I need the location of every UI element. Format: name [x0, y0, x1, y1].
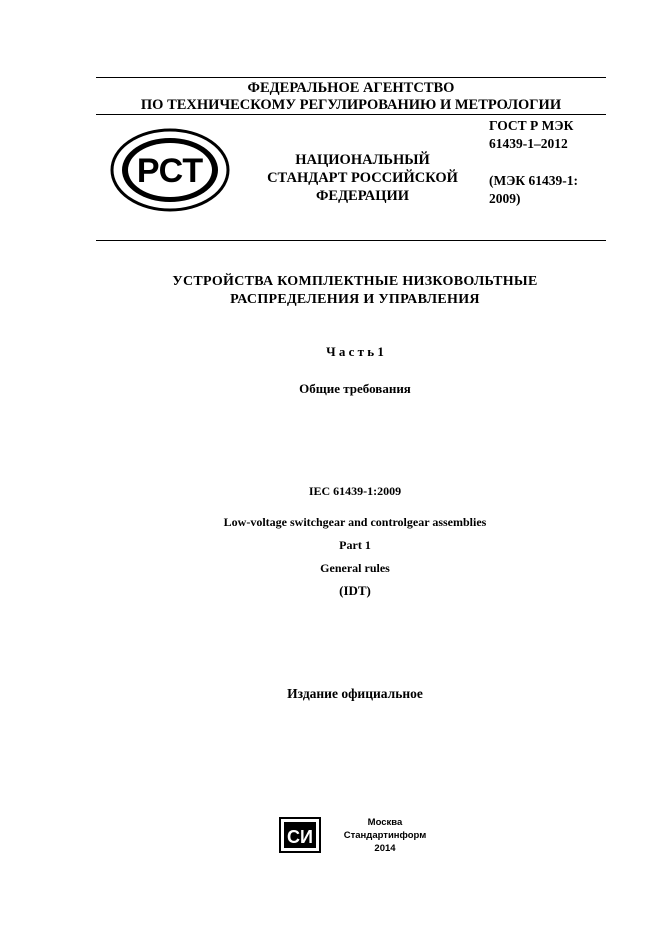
- gost-code-line2: 61439-1–2012: [489, 136, 568, 151]
- top-rule: [96, 77, 606, 78]
- idt-mark: (IDT): [339, 583, 371, 598]
- standard-label-line3: ФЕДЕРАЦИИ: [315, 188, 410, 204]
- gost-r-emblem-icon: [110, 128, 230, 212]
- publisher-year: 2014: [374, 843, 396, 854]
- standard-label-line2: СТАНДАРТ РОССИЙСКОЙ: [267, 170, 458, 186]
- agency-name-line2: ПО ТЕХНИЧЕСКОМУ РЕГУЛИРОВАНИЮ И МЕТРОЛОГИИ: [140, 97, 562, 113]
- publisher-logo: [279, 817, 321, 853]
- gost-logo: [110, 128, 230, 212]
- iec-reference-line1: (МЭК 61439-1:: [489, 173, 579, 188]
- english-title: Low-voltage switchgear and controlgear assemblies: [223, 515, 487, 529]
- english-part: Part 1: [339, 538, 371, 552]
- publisher-city: Москва: [367, 817, 403, 828]
- publisher-logo-text: СИ: [287, 827, 313, 847]
- title-line2: РАСПРЕДЕЛЕНИЯ И УПРАВЛЕНИЯ: [230, 292, 480, 307]
- official-edition: Издание официальное: [287, 686, 423, 701]
- agency-underline: [96, 114, 606, 115]
- standartinform-logo-icon: [279, 817, 321, 853]
- iec-designation: IEC 61439-1:2009: [308, 484, 402, 498]
- english-subtitle: General rules: [320, 561, 390, 575]
- iec-reference-line2: 2009): [489, 191, 521, 206]
- agency-name-line1: ФЕДЕРАЛЬНОЕ АГЕНТСТВО: [247, 80, 455, 96]
- logo-text: РСТ: [136, 152, 204, 190]
- title-line1: УСТРОЙСТВА КОМПЛЕКТНЫЕ НИЗКОВОЛЬТНЫЕ: [172, 274, 538, 289]
- part-label: Ч а с т ь 1: [326, 344, 384, 359]
- publisher-name: Стандартинформ: [343, 830, 427, 841]
- subtitle: Общие требования: [299, 381, 411, 396]
- gost-code-line1: ГОСТ Р МЭК: [489, 118, 574, 133]
- standard-label-line1: НАЦИОНАЛЬНЫЙ: [295, 152, 430, 168]
- header-bottom-rule: [96, 240, 606, 241]
